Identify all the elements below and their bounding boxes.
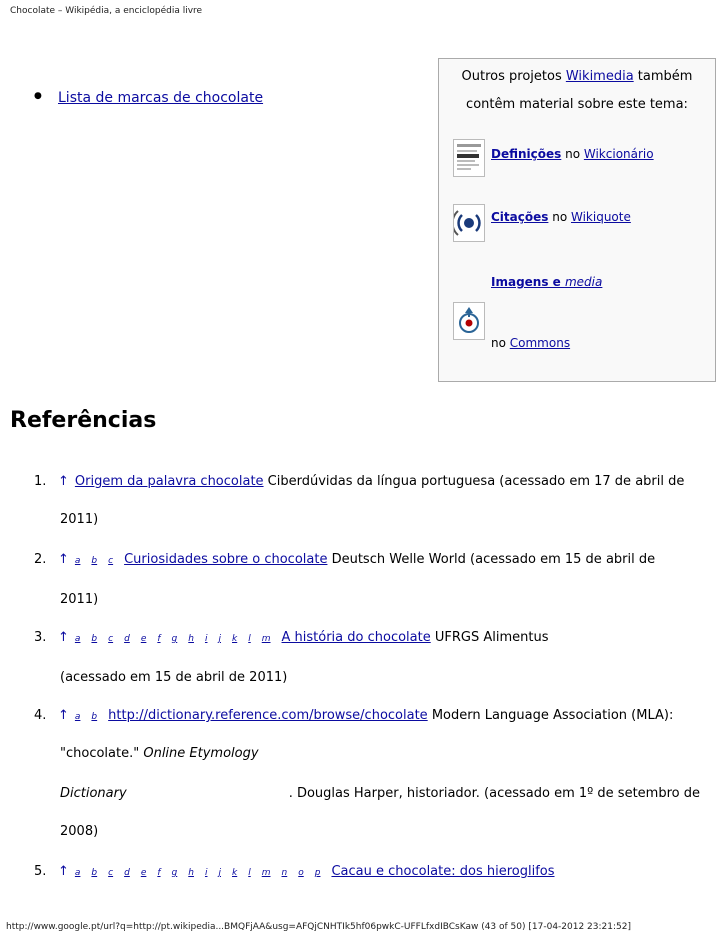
backlink-letter[interactable]: d — [124, 868, 130, 878]
commons-icon[interactable] — [453, 302, 485, 340]
wikiquote-icon[interactable] — [453, 204, 485, 242]
backlink-letter[interactable]: d — [124, 634, 130, 644]
backlink-letter[interactable]: a — [74, 712, 81, 722]
sister-box-heading: Outros projetos Wikimedia também — [461, 69, 693, 84]
backlink-letter[interactable]: k — [232, 634, 238, 644]
backlink-letter[interactable]: j — [218, 634, 221, 644]
definicoes-link[interactable]: Definições — [491, 147, 562, 161]
backlink-letter[interactable]: a — [74, 556, 81, 566]
reference-4-cont: "chocolate." Online Etymology — [60, 746, 259, 761]
backlink-letter[interactable]: f — [157, 634, 161, 644]
backlink-arrow: ↑ — [58, 708, 69, 723]
backlink-letter[interactable]: l — [248, 634, 251, 644]
backlink-letter[interactable]: n — [281, 868, 288, 878]
backlink-letter[interactable]: i — [204, 634, 208, 644]
wiktionary-icon[interactable] — [453, 139, 485, 177]
sister-row-definicoes: Definições no Wikcionário — [491, 147, 654, 161]
backlink-arrow[interactable]: ↑ — [58, 474, 69, 489]
print-footer: http://www.google.pt/url?q=http://pt.wikipedia...BMQFjAA&usg=AFQjCNHTIk5hf06pwkC-UFFLfxdIBCsKaw (43 of 50) [17-04-2012 23:21:52] — [6, 922, 631, 932]
backlink-letter[interactable]: c — [108, 556, 114, 566]
ref4-link[interactable]: http://dictionary.reference.com/browse/chocolate — [108, 708, 428, 723]
backlink-letter[interactable]: h — [188, 634, 194, 644]
reference-3-cont: (acessado em 15 de abril de 2011) — [60, 670, 288, 685]
wikcionario-link[interactable]: Wikcionário — [583, 147, 654, 161]
ref1-link[interactable]: Origem da palavra chocolate — [74, 474, 264, 489]
citacoes-link[interactable]: Citações — [491, 210, 549, 224]
print-header: Chocolate – Wikipédia, a enciclopédia livre — [10, 6, 203, 16]
list-marcas-link[interactable]: Lista de marcas de chocolate — [58, 90, 264, 106]
list-item — [30, 90, 263, 106]
backlink-letter[interactable]: b — [91, 868, 98, 878]
backlink-letter[interactable]: m — [261, 868, 271, 878]
sister-row-imagens — [491, 275, 680, 289]
backlink-letter[interactable]: m — [261, 634, 271, 644]
backlink-letter[interactable]: o — [298, 868, 304, 878]
sister-row-commons: no Commons — [491, 336, 571, 350]
backlink-letter[interactable]: p — [314, 868, 321, 878]
backlink-arrow: ↑ — [58, 864, 69, 879]
backlink-letter[interactable]: g — [171, 868, 178, 878]
ref2-link[interactable]: Curiosidades sobre o chocolate — [124, 552, 328, 567]
backlink-letter[interactable]: b — [91, 556, 98, 566]
reference-2-cont: 2011) — [60, 592, 99, 607]
backlink-letter[interactable]: b — [91, 634, 98, 644]
backlink-letter[interactable]: b — [91, 712, 98, 722]
backlink-letter[interactable]: c — [108, 868, 114, 878]
backlink-letter[interactable]: i — [204, 868, 208, 878]
backlink-letter[interactable]: j — [218, 868, 221, 878]
ref3-link[interactable]: A história do chocolate — [281, 630, 431, 645]
backlink-letter[interactable]: k — [232, 868, 238, 878]
sister-box-subheading: contêm material sobre este tema: — [466, 97, 688, 112]
reference-1-cont: 2011) — [60, 512, 99, 527]
sister-row-citacoes: Citações no Wikiquote — [491, 210, 631, 224]
backlink-arrow: ↑ — [58, 552, 69, 567]
backlink-letter[interactable]: a — [74, 868, 81, 878]
commons-link[interactable]: Commons — [509, 336, 571, 350]
reference-4-cont2: Dictionary . Douglas Harper, historiador. (acessado em 1º de setembro de — [60, 786, 700, 801]
backlink-letter[interactable]: c — [108, 634, 114, 644]
backlink-letter[interactable]: g — [171, 634, 178, 644]
backlink-letter[interactable]: f — [157, 868, 161, 878]
reference-4-cont3: 2008) — [60, 824, 99, 839]
backlink-letter[interactable]: l — [248, 868, 251, 878]
imagens-link[interactable]: Imagens e media — [491, 275, 603, 289]
backlink-letter[interactable]: e — [140, 868, 147, 878]
ref5-link[interactable]: Cacau e chocolate: dos hieroglifos — [331, 864, 555, 879]
backlink-letter[interactable]: e — [140, 634, 147, 644]
references-heading: Referências — [10, 408, 157, 433]
sister-projects-box — [438, 58, 716, 382]
backlink-letter[interactable]: a — [74, 634, 81, 644]
see-also-list — [30, 90, 263, 106]
backlink-letter[interactable]: h — [188, 868, 194, 878]
backlink-arrow: ↑ — [58, 630, 69, 645]
wikimedia-link[interactable]: Wikimedia — [565, 69, 634, 84]
wikiquote-link[interactable]: Wikiquote — [570, 210, 631, 224]
